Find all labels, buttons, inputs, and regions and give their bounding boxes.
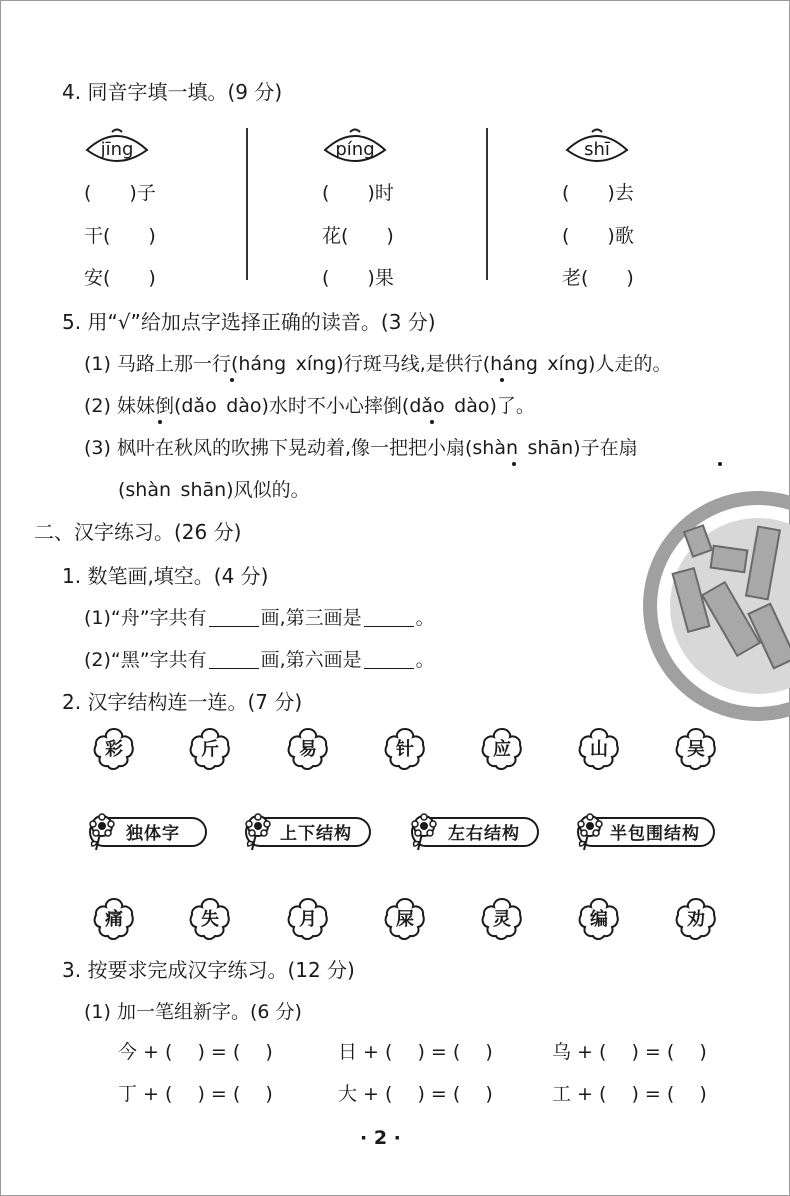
stroke-question-2 [84,648,435,672]
q4-item[interactable]: ( )去 [562,182,634,204]
char-flower-label: 斤 [201,739,219,760]
q4-item[interactable]: 老( ) [562,267,634,289]
char-flower[interactable] [92,726,136,770]
stroke-text: 画,第六画是 [260,649,362,671]
q4-item[interactable]: ( )时 [322,182,394,204]
char-flower-label: 应 [493,739,511,760]
structure-label[interactable] [242,812,374,848]
q5-line[interactable]: (1) 马路上那一行(háng xíng)行斑马线,是供行(háng xíng)人走的。 [84,353,672,375]
add-stroke-item[interactable]: 大 + ( ) = ( ) [338,1083,493,1105]
pinyin-badge-3 [562,128,632,168]
char-flower[interactable] [674,726,718,770]
pinyin-text: jīng [100,139,134,160]
structure-label[interactable] [574,812,718,848]
add-stroke-item[interactable]: 乌 + ( ) = ( ) [552,1041,707,1063]
char-flower-label: 彩 [105,739,123,760]
char-flower[interactable] [577,726,621,770]
q2-title: 2. 汉字结构连一连。(7 分) [62,690,303,714]
q5-line[interactable]: (3) 枫叶在秋风的吹拂下晃动着,像一把把小扇(shàn shān)子在扇 [84,437,638,459]
char-flower[interactable] [480,726,524,770]
q4-item[interactable]: ( )果 [322,267,394,289]
char-flower-label: 灵 [493,909,511,930]
stroke-text: 。 [415,607,435,629]
char-flower[interactable] [577,896,621,940]
char-flower-label: 编 [590,909,608,930]
add-stroke-item[interactable]: 丁 + ( ) = ( ) [118,1083,273,1105]
char-flower[interactable] [286,896,330,940]
emphasis-dot [500,378,504,382]
q5-line[interactable]: (shàn shān)风似的。 [118,479,310,501]
emphasis-dot [718,462,722,466]
emphasis-dot [430,420,434,424]
add-stroke-item[interactable]: 今 + ( ) = ( ) [118,1041,273,1063]
emphasis-dot [158,420,162,424]
page-number: · 2 · [360,1127,401,1149]
pinyin-text: píng [335,139,375,160]
q4-item[interactable]: 干( ) [84,225,156,247]
char-flower-label: 劝 [687,909,705,930]
pinyin-badge-1 [82,128,152,168]
add-stroke-item[interactable]: 日 + ( ) = ( ) [338,1041,493,1063]
answer-blank[interactable] [364,608,414,627]
q4-item[interactable]: ( )歌 [562,225,634,247]
pinyin-badge-2 [320,128,390,168]
emphasis-dot [230,378,234,382]
char-flower[interactable] [383,726,427,770]
q1-title: 1. 数笔画,填空。(4 分) [62,564,269,588]
q5-title: 5. 用“√”给加点字选择正确的读音。(3 分) [62,310,436,334]
q4-item[interactable]: 安( ) [84,267,156,289]
char-flower[interactable] [674,896,718,940]
pinyin-text: shī [584,139,610,160]
column-divider [486,128,488,280]
answer-blank[interactable] [364,650,414,669]
q3-sub1-title: (1) 加一笔组新字。(6 分) [84,1001,302,1023]
stroke-text: (2)“黑”字共有 [84,649,207,671]
char-flower-label: 月 [299,909,317,930]
stroke-text: 画,第三画是 [260,607,362,629]
structure-label[interactable] [86,812,210,848]
char-flower[interactable] [480,896,524,940]
q3-title: 3. 按要求完成汉字练习。(12 分) [62,958,355,982]
char-flower[interactable] [188,726,232,770]
answer-blank[interactable] [209,650,259,669]
column-divider [246,128,248,280]
stroke-text: 。 [415,649,435,671]
q4-title: 4. 同音字填一填。(9 分) [62,80,283,104]
char-flower-label: 易 [299,739,317,760]
char-flower[interactable] [286,726,330,770]
char-flower-label: 屎 [396,909,414,930]
watermark-stamp [640,488,790,728]
answer-blank[interactable] [209,608,259,627]
char-flower[interactable] [92,896,136,940]
structure-label[interactable] [408,812,542,848]
char-flower-label: 痛 [105,909,123,930]
structure-label-text: 半包围结构 [610,824,700,844]
emphasis-dot [512,462,516,466]
q4-item[interactable]: 花( ) [322,225,394,247]
structure-label-text: 独体字 [126,824,180,844]
stroke-question-1 [84,606,435,630]
char-flower-label: 山 [590,739,608,760]
stroke-text: (1)“舟”字共有 [84,607,207,629]
section2-title: 二、汉字练习。(26 分) [34,520,242,544]
structure-label-text: 左右结构 [448,824,520,844]
add-stroke-item[interactable]: 工 + ( ) = ( ) [552,1083,707,1105]
q4-item[interactable]: ( )子 [84,182,156,204]
structure-label-text: 上下结构 [280,824,352,844]
char-flower[interactable] [188,896,232,940]
char-flower-label: 吴 [687,739,705,760]
q5-line[interactable]: (2) 妹妹倒(dǎo dào)水时不小心摔倒(dǎo dào)了。 [84,395,535,417]
char-flower-label: 失 [201,909,219,930]
char-flower[interactable] [383,896,427,940]
char-flower-label: 针 [396,739,414,760]
